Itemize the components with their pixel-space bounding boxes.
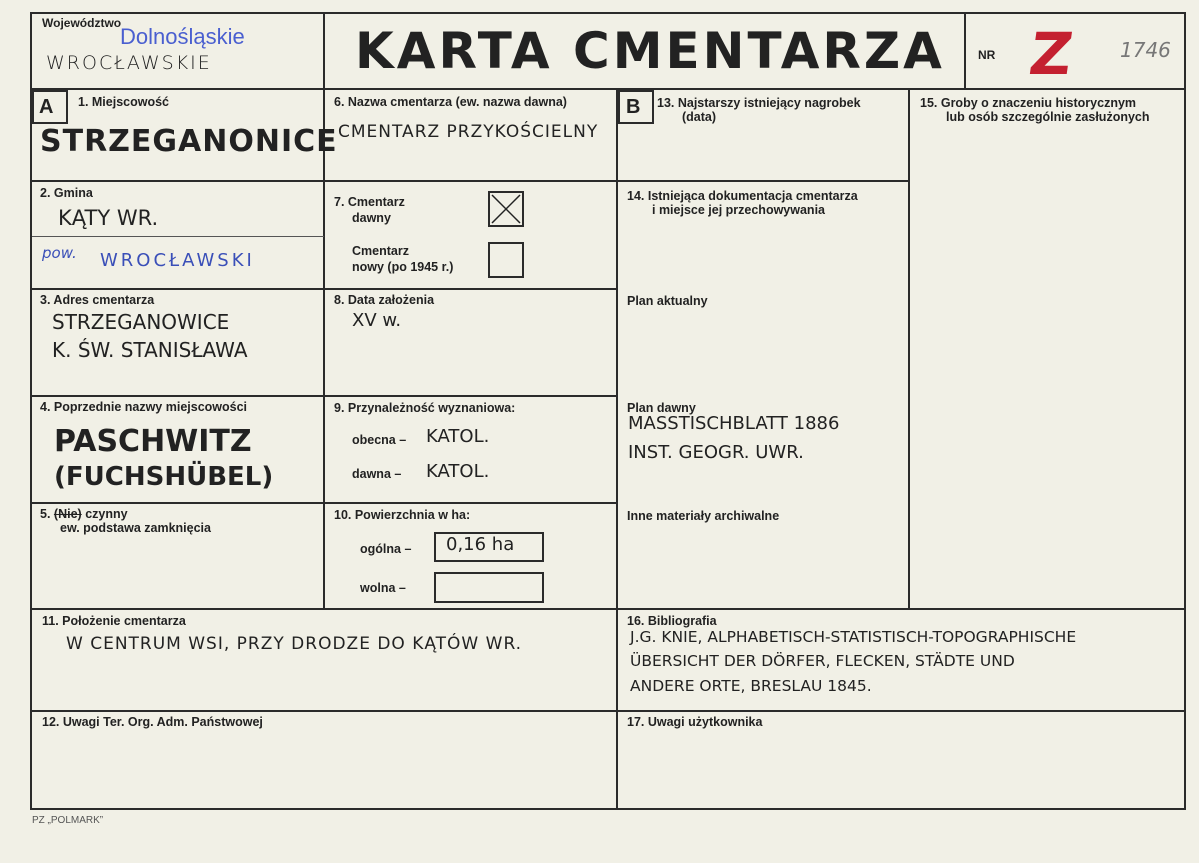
field-11-label: 11. Położenie cmentarza — [42, 614, 186, 628]
field-15-label-2: lub osób szczególnie zasłużonych — [946, 110, 1150, 124]
field-7-label-1b: dawny — [352, 211, 391, 225]
divider-bottom-2 — [30, 710, 1186, 712]
field-5-label-line2: ew. podstawa zamknięcia — [60, 521, 211, 535]
field-10-ogolna-label: ogólna – — [360, 542, 412, 556]
plan-dawny-line1: MASSTISCHBLATT 1886 — [628, 413, 840, 434]
section-a-marker: A — [39, 96, 54, 118]
field-11-value: W CENTRUM WSI, PRZY DRODZE DO KĄTÓW WR. — [66, 634, 523, 654]
field-3-line2: K. ŚW. STANISŁAWA — [52, 338, 248, 362]
wojewodztwo-value: WROCŁAWSKIE — [46, 52, 212, 74]
field-2-subline — [32, 236, 324, 237]
field-10-label: 10. Powierzchnia w ha: — [334, 508, 471, 522]
field-14-label-1: 14. Istniejąca dokumentacja cmentarza — [627, 189, 858, 203]
field-9-obecna-value: KATOL. — [426, 426, 490, 447]
field-4-line1: PASCHWITZ — [54, 424, 252, 459]
inne-materialy-label: Inne materiały archiwalne — [627, 509, 780, 523]
frame-left — [30, 12, 32, 810]
field-1-value: STRZEGANONICE — [40, 124, 338, 159]
divider-3-4 — [30, 395, 325, 397]
field-15-label-1: 15. Groby o znaczeniu historycznym — [920, 96, 1137, 110]
field-17-label: 17. Uwagi użytkownika — [627, 715, 763, 729]
checkbox-cmentarz-dawny[interactable] — [488, 191, 524, 227]
field-10-wolna-box[interactable] — [434, 572, 544, 603]
field-8-value: XV w. — [352, 310, 402, 331]
nr-label: NR — [978, 48, 996, 62]
field-1-label: 1. Miejscowość — [78, 95, 170, 109]
col-divider-3 — [908, 88, 910, 608]
divider-1-2 — [30, 180, 325, 182]
field-13-label-1: 13. Najstarszy istniejący nagrobek — [657, 96, 861, 110]
field-6-label: 6. Nazwa cmentarza (ew. nazwa dawna) — [334, 95, 567, 109]
field-16-label: 16. Bibliografia — [627, 614, 717, 628]
frame-right — [1184, 12, 1186, 810]
field-4-line2: (FUCHSHÜBEL) — [54, 462, 274, 492]
field-9-dawna-value: KATOL. — [426, 461, 490, 482]
field-2-label: 2. Gmina — [40, 186, 93, 200]
field-6-value: CMENTARZ PRZYKOŚCIELNY — [338, 122, 599, 142]
frame-top — [30, 12, 1186, 14]
plan-aktualny-label: Plan aktualny — [627, 294, 708, 308]
field-9-obecna-label: obecna – — [352, 433, 407, 447]
field-16-line2: ÜBERSICHT DER DÖRFER, FLECKEN, STÄDTE UND — [630, 652, 1015, 670]
nr-value: 1746 — [1120, 38, 1171, 62]
field-10-ogolna-value: 0,16 ha — [446, 534, 515, 555]
divider-13-14 — [616, 180, 910, 182]
field-9-dawna-label: dawna – — [352, 467, 402, 481]
divider-bottom-1 — [30, 608, 1186, 610]
field-3-line1: STRZEGANOWICE — [52, 310, 230, 334]
card-title: KARTA CMENTARZA — [355, 22, 945, 80]
nr-letter: Z — [1025, 20, 1077, 88]
divider-7-8 — [323, 288, 618, 290]
divider-9-10 — [323, 502, 618, 504]
checkbox-cross-icon — [490, 193, 522, 225]
field-4-label: 4. Poprzednie nazwy miejscowości — [40, 400, 248, 414]
field-3-label: 3. Adres cmentarza — [40, 293, 155, 307]
pow-value: WROCŁAWSKI — [100, 250, 255, 271]
field-7-label-2a: Cmentarz — [352, 244, 409, 258]
col-divider-2 — [616, 88, 618, 808]
col-divider-1 — [323, 12, 325, 608]
pow-label: pow. — [42, 244, 77, 262]
plan-dawny-label: Plan dawny — [627, 401, 696, 415]
plan-dawny-line2: INST. GEOGR. UWR. — [628, 442, 804, 463]
field-10-wolna-label: wolna – — [360, 581, 406, 595]
section-b-marker: B — [626, 96, 641, 118]
field-7-label-1a: 7. Cmentarz — [334, 195, 405, 209]
field-16-line3: ANDERE ORTE, BRESLAU 1845. — [630, 677, 872, 695]
field-5-label — [40, 507, 128, 521]
stamp-text: Dolnośląskie — [120, 24, 245, 49]
field-14-label-2: i miejsce jej przechowywania — [652, 203, 825, 217]
field-5-number: 5. — [40, 507, 51, 521]
field-12-label: 12. Uwagi Ter. Org. Adm. Państwowej — [42, 715, 263, 729]
checkbox-cmentarz-nowy[interactable] — [488, 242, 524, 278]
divider-6-7 — [323, 180, 618, 182]
field-16-line1: J.G. KNIE, ALPHABETISCH-STATISTISCH-TOPOGRAPHISCHE — [630, 628, 1077, 646]
divider-4-5 — [30, 502, 325, 504]
field-8-label: 8. Data założenia — [334, 293, 435, 307]
divider-2-3 — [30, 288, 325, 290]
field-9-label: 9. Przynależność wyznaniowa: — [334, 401, 516, 415]
field-13-label-2: (data) — [682, 110, 717, 124]
field-2-value: KĄTY WR. — [58, 206, 159, 230]
divider-8-9 — [323, 395, 618, 397]
field-5-nie: (Nie) — [53, 507, 82, 521]
field-5-czynny: czynny — [85, 507, 128, 521]
printer-mark: PZ „POLMARK” — [32, 815, 104, 826]
field-7-label-2b: nowy (po 1945 r.) — [352, 260, 454, 274]
header-divider — [30, 88, 1186, 90]
nr-divider — [964, 12, 966, 90]
frame-bottom — [30, 808, 1186, 810]
wojewodztwo-label: Województwo — [42, 16, 122, 30]
